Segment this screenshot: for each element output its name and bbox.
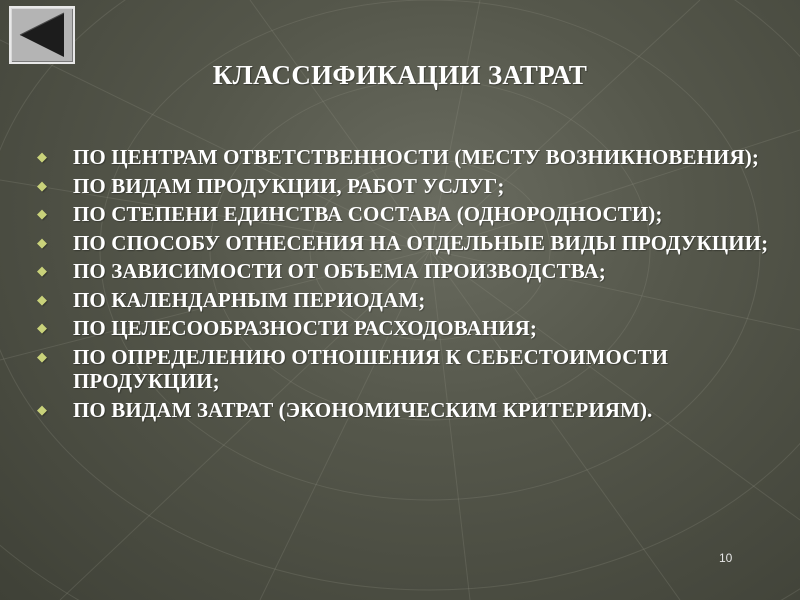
list-item-text: ПО ЦЕЛЕСООБРАЗНОСТИ РАСХОДОВАНИЯ; xyxy=(73,316,537,340)
bullet-icon: ◆ xyxy=(37,292,48,308)
list-item xyxy=(37,202,777,227)
list-item xyxy=(37,174,777,199)
page-number: 10 xyxy=(719,551,733,565)
slide-title: КЛАССИФИКАЦИИ ЗАТРАТ xyxy=(212,60,588,90)
list-item xyxy=(37,345,777,394)
list-item xyxy=(37,316,777,341)
list-item-text: ПО ЦЕНТРАМ ОТВЕТСТВЕННОСТИ (МЕСТУ ВОЗНИКНОВЕНИЯ); xyxy=(73,145,759,169)
list-item xyxy=(37,231,777,256)
back-button[interactable] xyxy=(9,6,75,64)
list-item-text: ПО ЗАВИСИМОСТИ ОТ ОБЪЕМА ПРОИЗВОДСТВА; xyxy=(73,259,606,283)
bullet-icon: ◆ xyxy=(37,178,48,194)
list-item xyxy=(37,145,777,170)
classification-list xyxy=(37,145,777,426)
list-item-text: ПО ОПРЕДЕЛЕНИЮ ОТНОШЕНИЯ К СЕБЕСТОИМОСТИ ПРОДУКЦИИ; xyxy=(73,344,669,393)
bullet-icon: ◆ xyxy=(37,264,48,279)
list-item-text: ПО КАЛЕНДАРНЫМ ПЕРИОДАМ; xyxy=(73,287,426,312)
bullet-icon: ◆ xyxy=(37,235,48,251)
list-item-text: ПО СТЕПЕНИ ЕДИНСТВА СОСТАВА (ОДНОРОДНОСТИ); xyxy=(73,202,663,226)
list-item-text: ПО ВИДАМ ЗАТРАТ (ЭКОНОМИЧЕСКИМ КРИТЕРИЯМ). xyxy=(73,397,653,422)
bullet-icon: ◆ xyxy=(37,150,48,165)
bullet-icon: ◆ xyxy=(37,349,48,365)
list-item xyxy=(37,398,777,423)
bullet-icon: ◆ xyxy=(37,402,48,418)
back-triangle-icon xyxy=(11,8,73,62)
bullet-icon: ◆ xyxy=(37,321,48,336)
list-item xyxy=(37,288,777,313)
list-item xyxy=(37,259,777,284)
bullet-icon: ◆ xyxy=(37,207,48,222)
list-item-text: ПО СПОСОБУ ОТНЕСЕНИЯ НА ОТДЕЛЬНЫЕ ВИДЫ ПРОДУКЦИИ; xyxy=(73,230,769,255)
list-item-text: ПО ВИДАМ ПРОДУКЦИИ, РАБОТ УСЛУГ; xyxy=(73,173,505,198)
